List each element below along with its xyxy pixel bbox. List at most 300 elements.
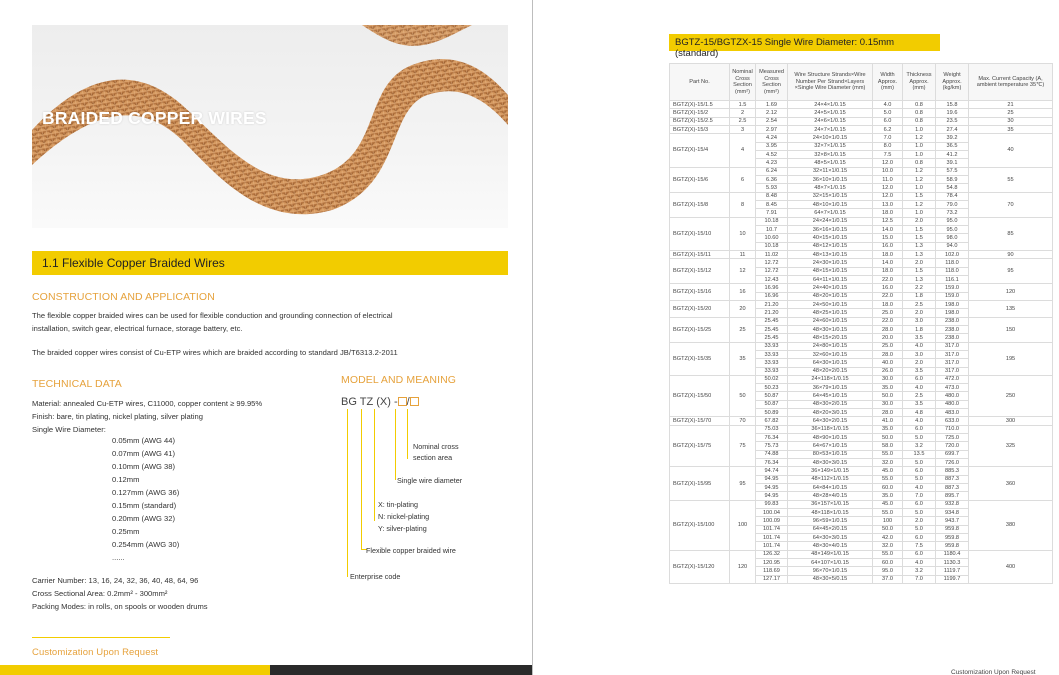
- table-cell: 1.3: [903, 250, 936, 258]
- table-cell: 32.0: [873, 459, 903, 467]
- table-cell: BGTZ(X)-15/95: [670, 467, 730, 500]
- table-cell: 959.8: [936, 525, 969, 533]
- material-line: Material: annealed Cu-ETP wires, C11000, copper content ≥ 99.95%: [32, 399, 263, 408]
- table-cell: 127.17: [756, 575, 788, 583]
- table-cell: 12.0: [873, 159, 903, 167]
- table-cell: 2.5: [730, 117, 756, 125]
- table-cell: 25: [730, 317, 756, 342]
- model-box-2: [410, 397, 419, 406]
- table-cell: 25: [969, 109, 1053, 117]
- table-cell: BGTZ(X)-15/35: [670, 342, 730, 375]
- cross-section-line: Cross Sectional Area: 0.2mm² - 300mm²: [32, 589, 168, 598]
- table-cell: 118.0: [936, 267, 969, 275]
- table-row: [670, 425, 1053, 433]
- table-cell: 934.8: [936, 509, 969, 517]
- table-cell: 48×12×1/0.15: [788, 242, 873, 250]
- construction-heading: CONSTRUCTION AND APPLICATION: [32, 291, 215, 303]
- table-cell: 27.4: [936, 125, 969, 133]
- table-cell: 35.0: [873, 384, 903, 392]
- table-row: [670, 101, 1053, 109]
- table-cell: 22.0: [873, 317, 903, 325]
- table-cell: 28.0: [873, 325, 903, 333]
- table-cell: 325: [969, 425, 1053, 467]
- table-cell: 1.8: [903, 292, 936, 300]
- table-cell: 710.0: [936, 425, 969, 433]
- table-cell: 198.0: [936, 309, 969, 317]
- table-cell: 48×20×1/0.15: [788, 292, 873, 300]
- table-cell: 39.1: [936, 159, 969, 167]
- table-cell: 60.0: [873, 559, 903, 567]
- table-cell: 96×59×1/0.15: [788, 517, 873, 525]
- table-row: [670, 284, 1053, 292]
- table-cell: 24×40×1/0.15: [788, 284, 873, 292]
- table-cell: 36×118×1/0.15: [788, 425, 873, 433]
- table-cell: 12.0: [873, 192, 903, 200]
- table-cell: 32×15×1/0.15: [788, 192, 873, 200]
- table-cell: 0.8: [903, 159, 936, 167]
- table-cell: 8.45: [756, 200, 788, 208]
- leader-single-wire: [395, 409, 396, 480]
- table-cell: 95: [969, 259, 1053, 284]
- table-cell: 33.93: [756, 367, 788, 375]
- table-cell: 48×30×4/0.15: [788, 542, 873, 550]
- table-cell: 39.2: [936, 134, 969, 142]
- table-cell: 3.5: [903, 367, 936, 375]
- table-cell: 4: [730, 134, 756, 167]
- table-cell: BGTZ(X)-15/4: [670, 134, 730, 167]
- table-cell: 5.0: [903, 434, 936, 442]
- hero-banner: [32, 25, 508, 228]
- model-separator: /: [406, 396, 410, 408]
- table-cell: 60.0: [873, 484, 903, 492]
- label-single-wire: Single wire diameter: [397, 476, 463, 485]
- table-row: [670, 375, 1053, 383]
- table-cell: 2.97: [756, 125, 788, 133]
- table-cell: 76.34: [756, 434, 788, 442]
- leader-plating: [374, 409, 375, 521]
- table-cell: 10.18: [756, 217, 788, 225]
- table-cell: 932.8: [936, 500, 969, 508]
- table-cell: 54.8: [936, 184, 969, 192]
- table-cell: 48×25×1/0.15: [788, 309, 873, 317]
- table-cell: 25.45: [756, 317, 788, 325]
- table-cell: 75: [730, 425, 756, 467]
- table-row: [670, 167, 1053, 175]
- table-cell: BGTZ(X)-15/120: [670, 550, 730, 583]
- model-box-1: [398, 397, 407, 406]
- table-cell: BGTZ(X)-15/11: [670, 250, 730, 258]
- table-cell: 4.0: [903, 384, 936, 392]
- table-cell: 70: [730, 417, 756, 425]
- table-cell: 12.72: [756, 259, 788, 267]
- col-header: Wire Structure Strands×Wire Number Per Strand×Layers ×Single Wire Diameter (mm): [788, 64, 873, 101]
- table-cell: 20.0: [873, 334, 903, 342]
- table-cell: 1.2: [903, 200, 936, 208]
- table-cell: 699.7: [936, 450, 969, 458]
- table-cell: 76.34: [756, 459, 788, 467]
- table-row: [670, 217, 1053, 225]
- construction-line-2: installation, switch gear, electrical furnace, storage battery, etc.: [32, 323, 243, 333]
- table-cell: 14.0: [873, 259, 903, 267]
- table-cell: 42.0: [873, 534, 903, 542]
- table-cell: 1180.4: [936, 550, 969, 558]
- table-title-bar: [669, 34, 940, 59]
- table-cell: 380: [969, 500, 1053, 550]
- table-cell: BGTZ(X)-15/75: [670, 425, 730, 467]
- table-cell: 94.95: [756, 492, 788, 500]
- table-cell: 725.0: [936, 434, 969, 442]
- table-cell: 480.0: [936, 400, 969, 408]
- table-cell: 24×30×1/0.15: [788, 259, 873, 267]
- table-cell: 400: [969, 550, 1053, 583]
- table-cell: 98.0: [936, 234, 969, 242]
- table-cell: 120.95: [756, 559, 788, 567]
- table-cell: 959.8: [936, 542, 969, 550]
- table-cell: 2.12: [756, 109, 788, 117]
- table-cell: BGTZ(X)-15/10: [670, 217, 730, 250]
- table-cell: 10: [730, 217, 756, 250]
- customization-rule: [32, 637, 170, 638]
- table-cell: 18.0: [873, 267, 903, 275]
- table-cell: 36×10×1/0.15: [788, 175, 873, 183]
- table-cell: 64×67×1/0.15: [788, 442, 873, 450]
- table-cell: 6.0: [873, 117, 903, 125]
- diameter-item: 0.05mm (AWG 44): [112, 436, 176, 445]
- table-cell: 25.0: [873, 309, 903, 317]
- label-flexible: Flexible copper braided wire: [366, 546, 456, 555]
- label-tin: X: tin-plating: [378, 500, 418, 509]
- table-cell: 48×30×5/0.15: [788, 575, 873, 583]
- table-cell: 64×7×1/0.15: [788, 209, 873, 217]
- technical-heading: TECHNICAL DATA: [32, 378, 122, 390]
- leader-flexible: [361, 409, 362, 549]
- leader-enterprise: [347, 409, 348, 577]
- table-cell: 317.0: [936, 367, 969, 375]
- col-header: Measured Cross Section (mm²): [756, 64, 788, 101]
- table-cell: 1.69: [756, 101, 788, 109]
- table-cell: 1.2: [903, 175, 936, 183]
- table-cell: 50.0: [873, 392, 903, 400]
- table-cell: 23.5: [936, 117, 969, 125]
- diameter-item: 0.25mm: [112, 527, 140, 536]
- table-cell: 55.0: [873, 550, 903, 558]
- diameter-item: 0.254mm (AWG 30): [112, 540, 180, 549]
- table-row: [670, 250, 1053, 258]
- table-cell: 33.93: [756, 359, 788, 367]
- table-cell: 15.0: [873, 234, 903, 242]
- table-cell: 50.23: [756, 384, 788, 392]
- table-cell: 6.0: [903, 467, 936, 475]
- table-cell: 483.0: [936, 409, 969, 417]
- table-cell: 99.83: [756, 500, 788, 508]
- table-row: [670, 550, 1053, 558]
- table-cell: 120: [969, 284, 1053, 301]
- table-cell: 159.0: [936, 284, 969, 292]
- table-cell: 0.8: [903, 117, 936, 125]
- label-nickel: N: nickel-plating: [378, 512, 430, 521]
- table-cell: 1.2: [903, 134, 936, 142]
- section-title-bar: [32, 251, 508, 275]
- table-title: BGTZ-15/BGTZX-15 Single Wire Diameter: 0.15mm (standard): [675, 37, 895, 59]
- table-cell: 16.96: [756, 284, 788, 292]
- table-cell: 198.0: [936, 300, 969, 308]
- table-cell: 5.0: [903, 459, 936, 467]
- table-cell: 1199.7: [936, 575, 969, 583]
- table-cell: 3.5: [903, 400, 936, 408]
- table-cell: 7.91: [756, 209, 788, 217]
- table-cell: 78.4: [936, 192, 969, 200]
- table-cell: 33.93: [756, 350, 788, 358]
- table-cell: 135: [969, 300, 1053, 317]
- table-cell: 45.0: [873, 500, 903, 508]
- table-cell: 32.0: [873, 542, 903, 550]
- hero-title: BRAIDED COPPER WIRES: [42, 108, 267, 128]
- table-cell: 16.0: [873, 284, 903, 292]
- table-cell: 24×6×1/0.15: [788, 117, 873, 125]
- table-cell: 885.3: [936, 467, 969, 475]
- table-cell: 150: [969, 317, 1053, 342]
- table-cell: 48×112×1/0.15: [788, 475, 873, 483]
- table-cell: 40: [969, 134, 1053, 167]
- table-cell: 94.95: [756, 484, 788, 492]
- table-cell: 8: [730, 192, 756, 217]
- table-cell: 90: [969, 250, 1053, 258]
- table-cell: 6.0: [903, 425, 936, 433]
- table-cell: 4.0: [873, 101, 903, 109]
- table-cell: 250: [969, 375, 1053, 417]
- leader-nominal: [407, 409, 408, 459]
- table-cell: 7.0: [873, 134, 903, 142]
- table-cell: 4.0: [903, 559, 936, 567]
- table-cell: 24×80×1/0.15: [788, 342, 873, 350]
- table-row: [670, 192, 1053, 200]
- table-cell: 12: [730, 259, 756, 284]
- table-cell: 18.0: [873, 250, 903, 258]
- carrier-line: Carrier Number: 13, 16, 24, 32, 36, 40, 48, 64, 96: [32, 576, 199, 585]
- table-cell: 85: [969, 217, 1053, 250]
- table-cell: 12.0: [873, 184, 903, 192]
- table-cell: 7.0: [903, 492, 936, 500]
- table-cell: 36.5: [936, 142, 969, 150]
- table-cell: 360: [969, 467, 1053, 500]
- table-cell: 3: [730, 125, 756, 133]
- table-cell: 50.89: [756, 409, 788, 417]
- table-cell: 95.0: [873, 567, 903, 575]
- table-cell: 64×30×1/0.15: [788, 359, 873, 367]
- table-cell: 943.7: [936, 517, 969, 525]
- table-cell: 12.72: [756, 267, 788, 275]
- table-cell: 50.0: [873, 434, 903, 442]
- diameter-item: 0.20mm (AWG 32): [112, 514, 176, 523]
- table-cell: BGTZ(X)-15/2: [670, 109, 730, 117]
- table-cell: 55.0: [873, 450, 903, 458]
- construction-paragraph-1: [32, 310, 393, 335]
- table-cell: 3.0: [903, 350, 936, 358]
- table-cell: 40.0: [873, 359, 903, 367]
- table-cell: 24×10×1/0.15: [788, 134, 873, 142]
- table-cell: 32×8×1/0.15: [788, 150, 873, 158]
- construction-paragraph-2: The braided copper wires consist of Cu-ETP wires which are braided according to standard JB/T6313.2-2011: [32, 348, 398, 357]
- table-cell: 48×30×1/0.15: [788, 325, 873, 333]
- table-cell: BGTZ(X)-15/100: [670, 500, 730, 550]
- table-cell: 1.2: [903, 167, 936, 175]
- table-cell: 48×5×1/0.15: [788, 159, 873, 167]
- label-enterprise: Enterprise code: [350, 572, 401, 581]
- table-cell: 1.5: [903, 225, 936, 233]
- table-cell: BGTZ(X)-15/2.5: [670, 117, 730, 125]
- table-cell: 24×118×1/0.15: [788, 375, 873, 383]
- table-cell: 24×5×1/0.15: [788, 109, 873, 117]
- table-cell: 480.0: [936, 392, 969, 400]
- table-cell: 2.54: [756, 117, 788, 125]
- table-cell: 67.82: [756, 417, 788, 425]
- table-cell: 4.0: [903, 417, 936, 425]
- table-cell: 116.1: [936, 275, 969, 283]
- table-cell: BGTZ(X)-15/1.5: [670, 101, 730, 109]
- col-header: Part No.: [670, 64, 730, 101]
- table-cell: 18.0: [873, 209, 903, 217]
- table-cell: 19.6: [936, 109, 969, 117]
- table-cell: BGTZ(X)-15/8: [670, 192, 730, 217]
- construction-line-1: The flexible copper braided wires can be used for flexible conduction and grounding connection of electrical: [32, 311, 393, 320]
- table-cell: 118.69: [756, 567, 788, 575]
- table-cell: 238.0: [936, 325, 969, 333]
- table-cell: BGTZ(X)-15/70: [670, 417, 730, 425]
- table-cell: 1.5: [903, 234, 936, 242]
- single-wire-label: Single Wire Diameter:: [32, 425, 106, 434]
- table-cell: 64×30×2/0.15: [788, 417, 873, 425]
- table-cell: 64×107×1/0.15: [788, 559, 873, 567]
- table-row: [670, 417, 1053, 425]
- table-cell: 50: [730, 375, 756, 417]
- table-cell: 5.0: [903, 475, 936, 483]
- table-cell: 48×7×1/0.15: [788, 184, 873, 192]
- table-cell: 20: [730, 300, 756, 317]
- diameter-item: ......: [112, 553, 125, 562]
- table-cell: 24×4×1/0.15: [788, 101, 873, 109]
- model-code: [341, 396, 419, 408]
- table-row: [670, 467, 1053, 475]
- table-cell: 24×50×1/0.15: [788, 300, 873, 308]
- table-cell: 75.03: [756, 425, 788, 433]
- table-cell: 726.0: [936, 459, 969, 467]
- table-cell: 21: [969, 101, 1053, 109]
- table-cell: 6.24: [756, 167, 788, 175]
- table-cell: 48×20×3/0.15: [788, 409, 873, 417]
- table-cell: 12.43: [756, 275, 788, 283]
- table-cell: 64×84×1/0.15: [788, 484, 873, 492]
- table-cell: 58.0: [873, 442, 903, 450]
- table-cell: 10.18: [756, 242, 788, 250]
- table-cell: 11: [730, 250, 756, 258]
- table-cell: 25.45: [756, 334, 788, 342]
- table-cell: 473.0: [936, 384, 969, 392]
- table-cell: 10.7: [756, 225, 788, 233]
- table-cell: 100.09: [756, 517, 788, 525]
- table-cell: 64×45×2/0.15: [788, 525, 873, 533]
- table-cell: 30.0: [873, 400, 903, 408]
- table-cell: 50.0: [873, 525, 903, 533]
- table-cell: 7.0: [903, 575, 936, 583]
- table-row: [670, 259, 1053, 267]
- table-cell: 0.8: [903, 109, 936, 117]
- table-cell: 13.5: [903, 450, 936, 458]
- table-cell: 3.5: [903, 334, 936, 342]
- table-cell: 36×157×1/0.15: [788, 500, 873, 508]
- table-cell: 3.2: [903, 567, 936, 575]
- table-header-row: [670, 64, 1053, 101]
- customization-note: Customization Upon Request: [32, 647, 159, 658]
- table-cell: 55.0: [873, 509, 903, 517]
- table-cell: 126.32: [756, 550, 788, 558]
- table-cell: 7.5: [873, 150, 903, 158]
- table-body: [670, 101, 1053, 584]
- table-cell: 6.2: [873, 125, 903, 133]
- table-cell: 80×53×1/0.15: [788, 450, 873, 458]
- table-cell: 35: [730, 342, 756, 375]
- table-cell: 30: [969, 117, 1053, 125]
- table-cell: 238.0: [936, 334, 969, 342]
- table-cell: 35.0: [873, 492, 903, 500]
- table-cell: 5.0: [873, 109, 903, 117]
- table-cell: 95.0: [936, 225, 969, 233]
- table-cell: 55: [969, 167, 1053, 192]
- table-cell: 58.9: [936, 175, 969, 183]
- table-cell: BGTZ(X)-15/50: [670, 375, 730, 417]
- table-cell: 11.02: [756, 250, 788, 258]
- label-nominal-2: section area: [413, 453, 453, 462]
- spec-table: [669, 63, 1053, 584]
- label-nominal-1: Nominal cross: [413, 442, 459, 451]
- table-cell: 6.0: [903, 550, 936, 558]
- table-cell: 1.5: [903, 192, 936, 200]
- table-cell: 45.0: [873, 467, 903, 475]
- table-cell: 2.5: [903, 392, 936, 400]
- table-cell: 1.0: [903, 125, 936, 133]
- table-cell: 74.88: [756, 450, 788, 458]
- table-cell: 50.87: [756, 392, 788, 400]
- table-cell: 13.0: [873, 200, 903, 208]
- table-cell: BGTZ(X)-15/20: [670, 300, 730, 317]
- table-cell: 95: [730, 467, 756, 500]
- table-cell: 633.0: [936, 417, 969, 425]
- table-cell: 1.3: [903, 242, 936, 250]
- table-cell: 48×30×3/0.15: [788, 459, 873, 467]
- table-cell: BGTZ(X)-15/12: [670, 259, 730, 284]
- table-cell: 36×149×1/0.15: [788, 467, 873, 475]
- diameter-item: 0.127mm (AWG 36): [112, 488, 180, 497]
- table-cell: 100: [873, 517, 903, 525]
- footer-bar-dark: [270, 665, 532, 675]
- table-cell: 5.0: [903, 525, 936, 533]
- table-cell: 32×11×1/0.15: [788, 167, 873, 175]
- table-cell: 75.73: [756, 442, 788, 450]
- table-row: [670, 317, 1053, 325]
- col-header: Width Approx. (mm): [873, 64, 903, 101]
- table-row: [670, 300, 1053, 308]
- table-cell: 1.8: [903, 325, 936, 333]
- table-cell: 159.0: [936, 292, 969, 300]
- table-cell: 48×30×2/0.15: [788, 400, 873, 408]
- table-cell: 1.0: [903, 209, 936, 217]
- table-cell: 4.23: [756, 159, 788, 167]
- table-cell: 37.0: [873, 575, 903, 583]
- table-cell: 2.0: [903, 517, 936, 525]
- table-cell: 6.36: [756, 175, 788, 183]
- table-cell: 48×10×1/0.15: [788, 200, 873, 208]
- table-cell: 18.0: [873, 300, 903, 308]
- table-cell: 2.2: [903, 284, 936, 292]
